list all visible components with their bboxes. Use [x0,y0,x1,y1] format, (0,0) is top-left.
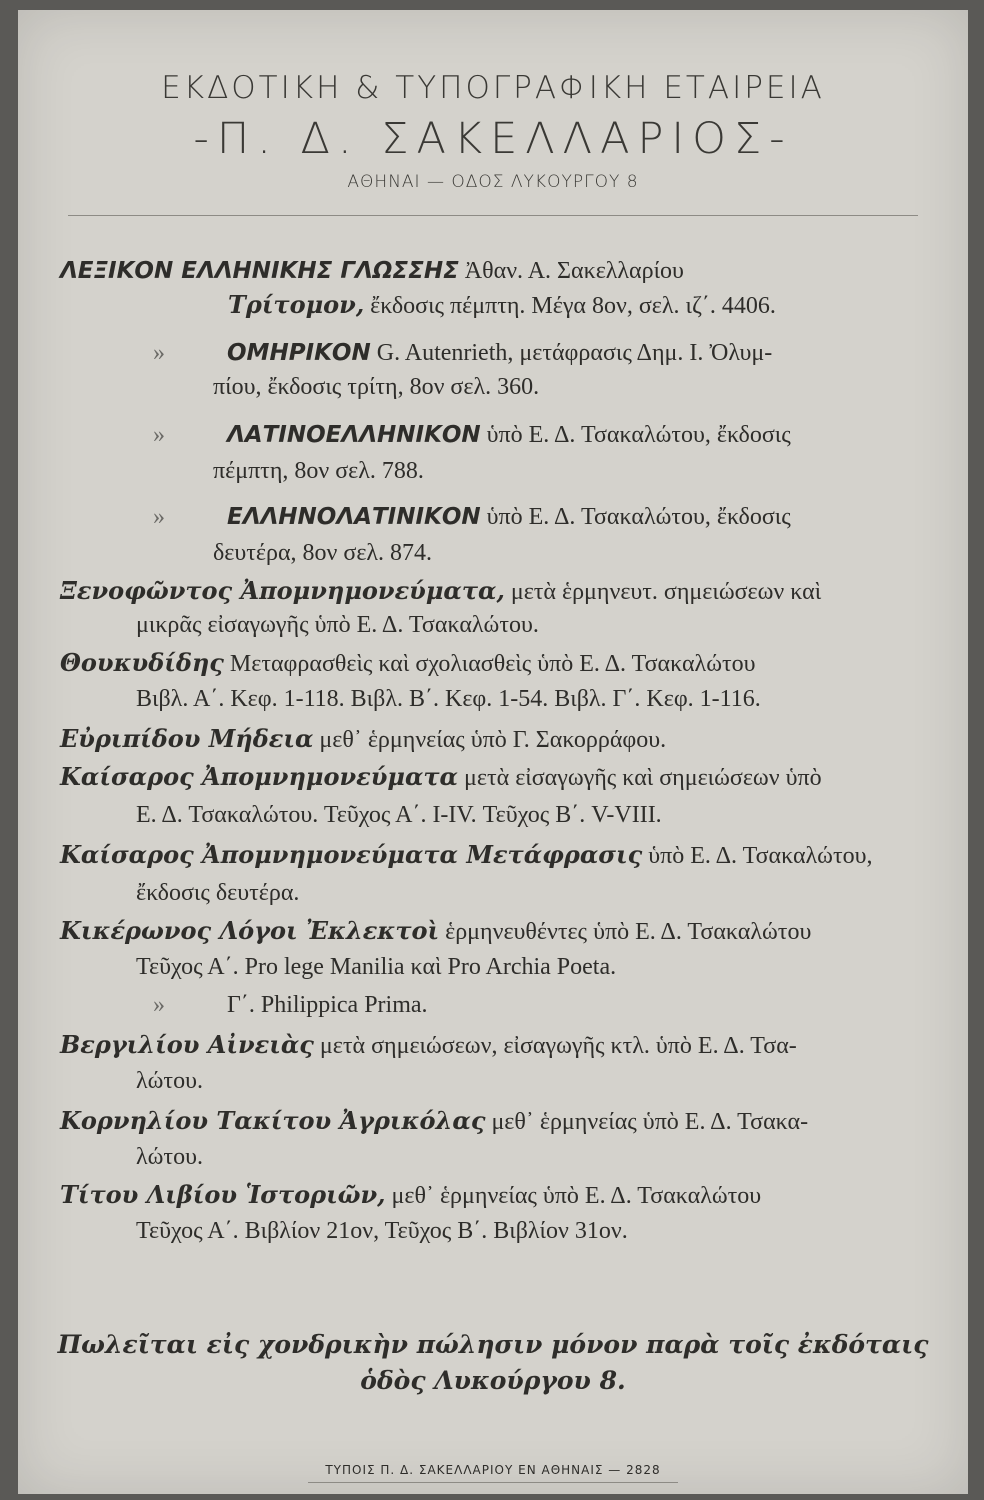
ditto-mark: » [153,340,165,366]
catalog-line [136,952,616,982]
publisher-name: -Π. Δ. ΣΑΚΕΛΛΑΡΙΟΣ- [193,114,793,164]
catalog-line [213,456,424,486]
book-details: Ε. Δ. Τσακαλώτου. Τεῦχος Α΄. I-IV. Τεῦχος Β΄. V-VIII. [136,802,662,828]
catalog-line [136,878,299,908]
book-title: Βεργιλίου Αἰνειὰς [60,1030,314,1059]
catalog-line [60,840,873,871]
book-details: μετὰ ἑρμηνευτ. σημειώσεων καὶ [504,579,822,605]
book-title: ΕΛΛΗΝΟΛΑΤΙΝΙΚΟΝ [227,504,481,530]
catalog-line [60,1180,761,1211]
ditto-mark: » [153,504,165,530]
catalog-line [60,724,666,755]
book-details: μετὰ σημειώσεων, εἰσαγωγῆς κτλ. ὑπὸ Ε. Δ. Τσα- [313,1033,797,1059]
ditto-mark: » [153,422,165,448]
catalog-line [136,1216,628,1246]
book-details: πέμπτη, 8ον σελ. 788. [213,458,424,484]
book-details: μεθ᾽ ἑρμηνείας ὑπὸ Ε. Δ. Τσακα- [485,1109,809,1135]
catalog-line [153,420,791,450]
publisher-heading: ΕΚΔΟΤΙΚΗ & ΤΥΠΟΓΡΑΦΙΚΗ ΕΤΑΙΡΕΙΑ [161,70,825,106]
book-title: Ξενοφῶντος Ἀπομνημονεύματα, [60,576,505,605]
book-details: ὑπὸ Ε. Δ. Τσακαλώτου, [642,843,873,869]
catalog-line [60,916,811,947]
catalog-line [213,538,432,568]
publisher-address: ΑΘΗΝΑΙ — ΟΔΟΣ ΛΥΚΟΥΡΓΟΥ 8 [347,172,639,192]
catalog-page [18,10,968,1494]
catalog-line [60,762,822,793]
book-details: Ἀθαν. Α. Σακελλαρίου [458,258,684,284]
catalog-line [136,1142,203,1172]
book-title: Κορνηλίου Τακίτου Ἀγρικόλας [60,1106,486,1135]
book-title: Καίσαρος Ἀπομνημονεύματα Μετάφρασις [60,840,643,869]
book-title: ΛΕΞΙΚΟΝ ΕΛΛΗΝΙΚΗΣ ΓΛΩΣΣΗΣ [60,258,459,284]
catalog-line [136,684,761,714]
catalog-line [136,610,539,640]
catalog-line [153,990,428,1020]
book-title: Εὐριπίδου Μήδεια [60,724,314,753]
header-divider [68,215,918,216]
book-details: λώτου. [136,1068,203,1094]
book-details: ἔκδοσις πέμπτη. Μέγα 8ον, σελ. ιζ΄. 4406. [364,293,776,319]
sales-note: Πωλεῖται εἰς χονδρικὴν πώλησιν μόνον παρὰ τοῖς ἐκδόταις [57,1330,929,1359]
catalog-line [60,648,756,679]
catalog-line [213,372,539,402]
book-title: ΛΑΤΙΝΟΕΛΛΗΝΙΚΟΝ [227,422,481,448]
footer-divider [308,1482,678,1483]
catalog-line [60,1106,808,1137]
book-title: Κικέρωνος Λόγοι Ἐκλεκτοὶ [60,916,440,945]
book-details: μετὰ εἰσαγωγῆς καὶ σημειώσεων ὑπὸ [458,765,822,791]
book-details: G. Autenrieth, μετάφρασις Δημ. Ι. Ὀλυμ- [370,340,773,366]
book-details: Βιβλ. Α΄. Κεφ. 1-118. Βιβλ. Β΄. Κεφ. 1-54. Βιβλ. Γ΄. Κεφ. 1-116. [136,686,761,712]
catalog-line [153,502,791,532]
catalog-line [136,800,662,830]
book-details: ὑπὸ Ε. Δ. Τσακαλώτου, ἔκδοσις [480,422,791,448]
book-details: ὑπὸ Ε. Δ. Τσακαλώτου, ἔκδοσις [480,504,791,530]
book-details: ἔκδοσις δευτέρα. [136,880,300,906]
catalog-line [136,1066,203,1096]
catalog-line [228,290,776,321]
book-title: Τρίτομον, [228,290,365,319]
book-title: Καίσαρος Ἀπομνημονεύματα [60,762,459,791]
book-details: Τεῦχος Α΄. Βιβλίον 21ον, Τεῦχος Β΄. Βιβλίον 31ον. [136,1218,628,1244]
book-details: Μεταφρασθεὶς καὶ σχολιασθεὶς ὑπὸ Ε. Δ. Τσακαλώτου [223,651,756,677]
book-details: μεθ᾽ ἑρμηνείας ὑπὸ Γ. Σακορράφου. [313,727,667,753]
book-title: ΟΜΗΡΙΚΟΝ [227,340,371,366]
book-details: Γ΄. Philippica Prima. [227,992,428,1018]
book-details: λώτου. [136,1144,203,1170]
catalog-line [60,576,821,607]
catalog-line [153,338,772,368]
catalog-line [60,1030,797,1061]
book-details: δευτέρα, 8ον σελ. 874. [213,540,433,566]
ditto-mark: » [153,992,165,1018]
book-details: μεθ᾽ ἑρμηνείας ὑπὸ Ε. Δ. Τσακαλώτου [385,1183,762,1209]
sales-address: ὁδὸς Λυκούργου 8. [360,1366,626,1395]
book-title: Θουκυδίδης [60,648,224,677]
book-details: πίου, ἔκδοσις τρίτη, 8ον σελ. 360. [213,374,540,400]
book-details: ἑρμηνευθέντες ὑπὸ Ε. Δ. Τσακαλώτου [439,919,812,945]
book-details: Τεῦχος Α΄. Pro lege Manilia καὶ Pro Archia Poeta. [136,954,617,980]
book-details: μικρᾶς εἰσαγωγῆς ὑπὸ Ε. Δ. Τσακαλώτου. [136,612,539,638]
printer-imprint: ΤΥΠΟΙΣ Π. Δ. ΣΑΚΕΛΛΑΡΙΟΥ ΕΝ ΑΘΗΝΑΙΣ — 2828 [325,1463,661,1477]
catalog-line [60,256,684,286]
book-title: Τίτου Λιβίου Ἱστοριῶν, [60,1180,386,1209]
